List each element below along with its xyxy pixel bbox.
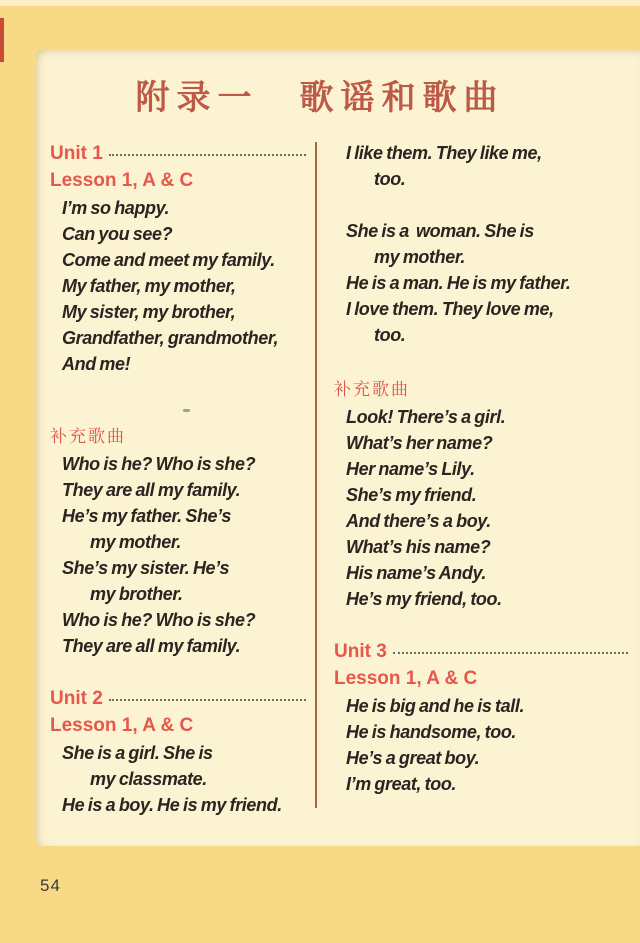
song-line: What’s her name? [346,433,493,453]
song-line: I like them. They like me, [346,143,542,163]
song-line: Look! There’s a girl. [346,407,506,427]
left-column [50,140,306,818]
song-line: I love them. They love me, [346,299,554,319]
song-line: My sister, my brother, [62,302,236,322]
song-line: His name’s Andy. [346,563,486,583]
spacer [50,659,306,685]
song-line: What’s his name? [346,537,491,557]
song-line: She is a girl. She is [62,743,213,763]
song-line: He’s my friend, too. [346,589,502,609]
song-line: I’m great, too. [346,774,457,794]
unit-heading [50,140,306,167]
song-line: She’s my sister. He’s [62,558,230,578]
song-block [50,195,306,377]
song-line: my brother. [90,584,183,604]
song-line: He’s a great boy. [346,748,480,768]
song-line: too. [374,325,406,345]
scan-artifact-red-edge [0,18,4,62]
song-block [334,404,628,612]
unit-label: Unit 3 [334,640,387,662]
supplementary-song-heading: 补充歌曲 [334,380,410,400]
song-block [50,740,306,818]
song-line: She is a woman. She is [346,221,534,241]
song-block [50,451,306,659]
song-line: He’s my father. She’s [62,506,232,526]
column-divider [315,142,317,808]
spacer [50,377,306,423]
song-line: Can you see? [62,224,173,244]
song-line: Grandfather, grandmother, [62,328,279,348]
song-line: my mother. [90,532,182,552]
unit-label: Unit 2 [50,687,103,709]
song-line: He is a man. He is my father. [346,273,571,293]
song-line: He is handsome, too. [346,722,517,742]
lesson-heading: Lesson 1, A & C [50,715,194,736]
spacer [334,192,628,218]
song-line: my classmate. [90,769,207,789]
song-line: And me! [62,354,131,374]
song-line: He is big and he is tall. [346,696,525,716]
song-line: He is a boy. He is my friend. [62,795,282,815]
song-block [334,693,628,797]
dotted-leader [393,652,628,654]
song-line: Come and meet my family. [62,250,275,270]
song-line: They are all my family. [62,480,241,500]
lesson-heading: Lesson 1, A & C [50,170,194,191]
song-block [334,140,628,192]
unit-heading [50,685,306,712]
unit-heading [334,638,628,665]
page-title: 附录一 歌谣和歌曲 [135,78,505,118]
song-line: My father, my mother, [62,276,236,296]
song-line: Her name’s Lily. [346,459,475,479]
dotted-leader [109,154,306,156]
song-line: I’m so happy. [62,198,170,218]
song-line: Who is he? Who is she? [62,610,256,630]
spacer [334,348,628,376]
spacer [334,612,628,638]
song-line: Who is he? Who is she? [62,454,256,474]
unit-label: Unit 1 [50,142,103,164]
song-block [334,218,628,348]
page-number: 54 [40,876,61,895]
song-line: too. [374,169,406,189]
song-line: my mother. [374,247,466,267]
song-line: She’s my friend. [346,485,477,505]
song-line: They are all my family. [62,636,241,656]
dotted-leader [109,699,306,701]
supplementary-song-heading: 补充歌曲 [50,427,126,447]
lesson-heading: Lesson 1, A & C [334,668,478,689]
song-line: And there’s a boy. [346,511,491,531]
right-column [334,140,628,797]
